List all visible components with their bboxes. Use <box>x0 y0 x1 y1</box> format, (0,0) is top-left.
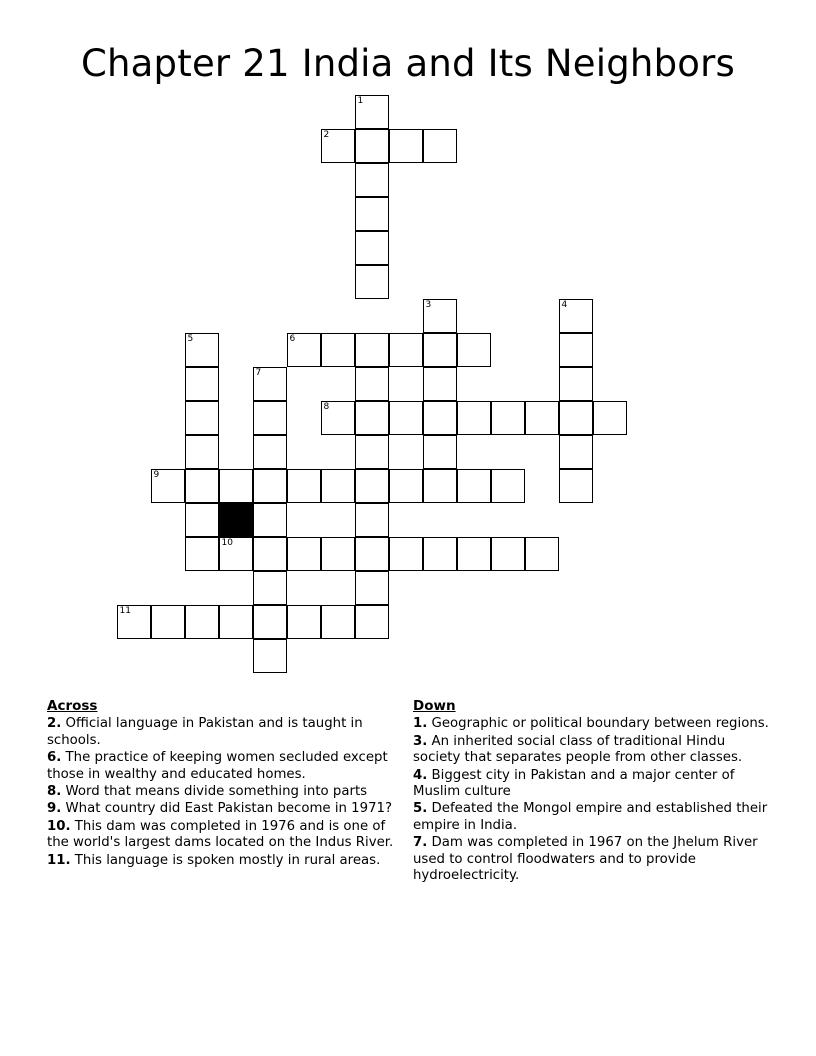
clue-text: Defeated the Mongol empire and established their empire in India. <box>413 801 768 833</box>
grid-cell[interactable] <box>185 469 219 503</box>
clue-text: The practice of keeping women secluded except those in wealthy and educated homes. <box>47 750 388 782</box>
grid-cell[interactable] <box>355 333 389 367</box>
clues-across-heading: Across <box>47 698 98 714</box>
grid-cell[interactable] <box>423 401 457 435</box>
clue-item <box>47 784 399 800</box>
grid-cell[interactable] <box>117 605 151 639</box>
grid-cell[interactable] <box>559 367 593 401</box>
clues-down-heading: Down <box>413 698 456 714</box>
grid-cell-number: 10 <box>221 538 233 548</box>
grid-cell-number: 11 <box>119 606 131 616</box>
grid-cell[interactable] <box>355 571 389 605</box>
grid-cell[interactable] <box>355 129 389 163</box>
clue-item <box>413 801 769 834</box>
grid-cell[interactable] <box>457 401 491 435</box>
grid-cell[interactable] <box>185 503 219 537</box>
grid-cell[interactable] <box>321 537 355 571</box>
grid-cell[interactable] <box>287 605 321 639</box>
clue-number: 5. <box>413 801 428 817</box>
grid-cell[interactable] <box>423 333 457 367</box>
clue-number: 2. <box>47 716 62 732</box>
grid-cell[interactable] <box>457 333 491 367</box>
grid-cell[interactable] <box>321 605 355 639</box>
grid-cell-number: 1 <box>357 96 364 106</box>
grid-cell[interactable] <box>253 605 287 639</box>
grid-cell[interactable] <box>321 401 355 435</box>
clue-text: Dam was completed in 1967 on the Jhelum River used to control floodwaters and to provide hydroelectricity. <box>413 835 758 884</box>
grid-cell[interactable] <box>151 469 185 503</box>
grid-cell[interactable] <box>525 401 559 435</box>
grid-cell[interactable] <box>287 537 321 571</box>
grid-cell-number: 5 <box>187 334 194 344</box>
grid-cell[interactable] <box>355 469 389 503</box>
grid-cell[interactable] <box>287 333 321 367</box>
grid-cell[interactable] <box>423 537 457 571</box>
clue-text: What country did East Pakistan become in 1971? <box>61 801 393 817</box>
grid-cell[interactable] <box>253 571 287 605</box>
grid-cell[interactable] <box>593 401 627 435</box>
grid-cell[interactable] <box>355 537 389 571</box>
grid-cell[interactable] <box>185 435 219 469</box>
grid-cell[interactable] <box>355 605 389 639</box>
grid-cell[interactable] <box>457 469 491 503</box>
clue-text: This dam was completed in 1976 and is one of the world's largest dams located on the Indus River. <box>47 818 394 851</box>
grid-cell[interactable] <box>389 333 423 367</box>
grid-cell[interactable] <box>185 333 219 367</box>
grid-cell[interactable] <box>253 469 287 503</box>
grid-cell[interactable] <box>185 537 219 571</box>
grid-cell[interactable] <box>423 469 457 503</box>
grid-cell[interactable] <box>389 129 423 163</box>
grid-cell[interactable] <box>151 605 185 639</box>
grid-cell[interactable] <box>389 469 423 503</box>
grid-cell[interactable] <box>389 401 423 435</box>
grid-cell-number: 6 <box>289 334 296 344</box>
grid-cell-number: 9 <box>153 470 160 480</box>
grid-cell-number: 8 <box>323 402 330 412</box>
grid-cell[interactable] <box>355 367 389 401</box>
grid-cell[interactable] <box>185 401 219 435</box>
grid-cell[interactable] <box>423 367 457 401</box>
grid-cell[interactable] <box>253 639 287 673</box>
clue-text: Word that means divide something into parts <box>61 784 368 800</box>
clues-section <box>0 698 816 1038</box>
grid-cell[interactable] <box>321 333 355 367</box>
grid-cell[interactable] <box>287 469 321 503</box>
grid-cell[interactable] <box>355 163 389 197</box>
grid-cell[interactable] <box>253 537 287 571</box>
grid-cell[interactable] <box>559 333 593 367</box>
clue-number: 10. <box>47 818 71 834</box>
grid-cell[interactable] <box>355 95 389 129</box>
grid-cell[interactable] <box>321 129 355 163</box>
grid-cell[interactable] <box>457 537 491 571</box>
clue-text: Biggest city in Pakistan and a major center of Muslim culture <box>413 767 735 800</box>
clue-number: 3. <box>413 733 428 749</box>
clues-across-list <box>47 716 399 869</box>
clues-across-column <box>47 698 399 870</box>
grid-cell-number: 3 <box>425 300 432 310</box>
grid-cell-number: 4 <box>561 300 568 310</box>
grid-cell[interactable] <box>253 367 287 401</box>
clue-text: This language is spoken mostly in rural areas. <box>70 852 381 868</box>
grid-cell[interactable] <box>355 401 389 435</box>
grid-cell-number: 7 <box>255 368 262 378</box>
grid-cell[interactable] <box>559 469 593 503</box>
grid-cell[interactable] <box>219 469 253 503</box>
clue-item <box>413 716 769 732</box>
clue-number: 1. <box>413 716 428 732</box>
clue-number: 4. <box>413 767 428 783</box>
crossword-grid <box>0 95 816 680</box>
clue-number: 6. <box>47 750 62 766</box>
grid-cell[interactable] <box>185 605 219 639</box>
grid-cell[interactable] <box>389 537 423 571</box>
grid-cell[interactable] <box>253 401 287 435</box>
clue-number: 7. <box>413 835 428 851</box>
grid-cell[interactable] <box>185 367 219 401</box>
clue-number: 9. <box>47 801 62 817</box>
grid-cell[interactable] <box>423 435 457 469</box>
grid-cell[interactable] <box>423 129 457 163</box>
grid-cell-number: 2 <box>323 130 330 140</box>
grid-cell[interactable] <box>219 537 253 571</box>
clue-number: 11. <box>47 852 71 868</box>
grid-cell[interactable] <box>491 401 525 435</box>
grid-cell[interactable] <box>355 231 389 265</box>
grid-cell[interactable] <box>491 537 525 571</box>
clue-item <box>47 853 399 869</box>
grid-cell[interactable] <box>355 197 389 231</box>
clue-item <box>47 750 399 783</box>
grid-cell[interactable] <box>253 435 287 469</box>
grid-cell[interactable] <box>559 435 593 469</box>
clue-item <box>47 801 399 817</box>
clue-item <box>413 835 769 884</box>
grid-cell[interactable] <box>321 469 355 503</box>
grid-cell[interactable] <box>355 503 389 537</box>
grid-cell[interactable] <box>525 537 559 571</box>
grid-cell[interactable] <box>491 469 525 503</box>
grid-cell[interactable] <box>219 605 253 639</box>
clue-item <box>413 734 769 767</box>
grid-cell[interactable] <box>423 299 457 333</box>
grid-cell[interactable] <box>253 503 287 537</box>
clue-text: An inherited social class of traditional Hindu society that separates people from other classes. <box>413 733 743 766</box>
grid-cell[interactable] <box>355 435 389 469</box>
grid-cell-blocked <box>219 503 253 537</box>
grid-cell[interactable] <box>559 401 593 435</box>
clue-item <box>413 768 769 801</box>
page-title: Chapter 21 India and Its Neighbors <box>81 42 735 85</box>
grid-cell[interactable] <box>355 265 389 299</box>
clue-item <box>47 819 399 852</box>
clues-down-list <box>413 716 769 884</box>
clue-text: Official language in Pakistan and is taught in schools. <box>47 716 363 748</box>
clues-down-column <box>413 698 769 885</box>
clue-text: Geographic or political boundary between regions. <box>427 716 769 732</box>
clue-item <box>47 716 399 749</box>
clue-number: 8. <box>47 784 62 800</box>
grid-cell[interactable] <box>559 299 593 333</box>
